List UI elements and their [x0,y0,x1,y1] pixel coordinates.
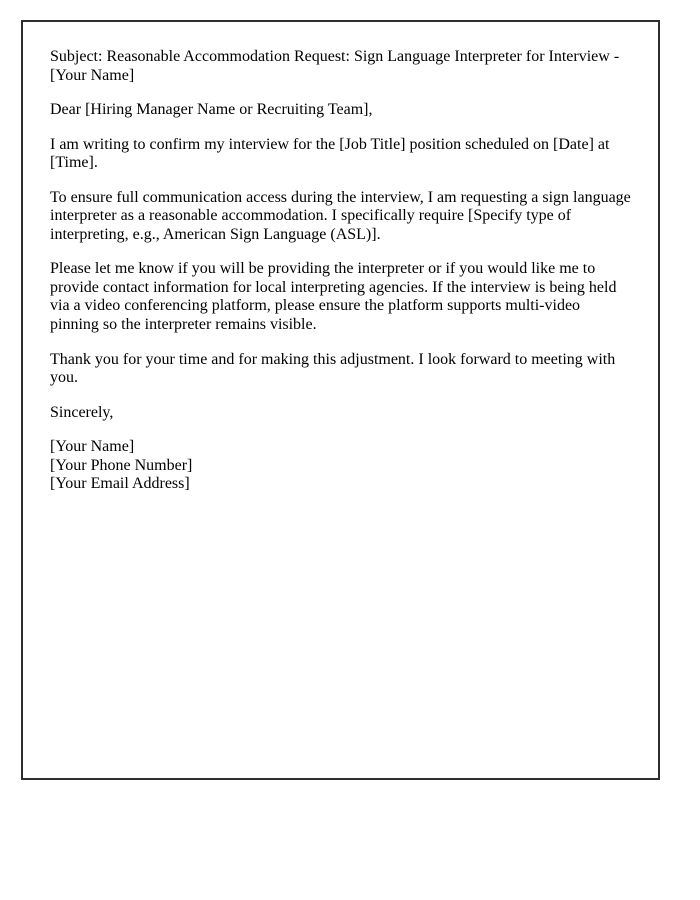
closing: Sincerely, [50,403,114,421]
subject-line: Subject: Reasonable Accommodation Request: Sign Language Interpreter for Interview - [Your Name] [50,48,620,84]
salutation: Dear [Hiring Manager Name or Recruiting Team], [50,101,373,119]
body-paragraph-logistics: Please let me know if you will be providing the interpreter or if you would like me to provide contact information for local interpreting agencies. If the interview is being held via a video conferencing platform, please ensure the platform supports multi-video pinning so the interpreter remains visible. [50,260,617,334]
body-paragraph-thanks: Thank you for your time and for making this adjustment. I look forward to meeting with you. [50,350,616,387]
signature-line-phone: [Your Phone Number] [50,456,193,474]
signature-line-email: [Your Email Address] [50,475,190,493]
body-paragraph-confirm-interview: I am writing to confirm my interview for the [Job Title] position scheduled on [Date] at [Time]. [50,135,610,172]
letter-document [21,20,660,780]
body-paragraph-interpreter-request: To ensure full communication access during the interview, I am requesting a sign language interpreter as a reasonable accommodation. I specifically require [Specify type of interpreting, e.g., American Sign Language (ASL)]. [50,188,631,243]
signature-line-name: [Your Name] [50,438,135,456]
signature-block [50,438,631,494]
